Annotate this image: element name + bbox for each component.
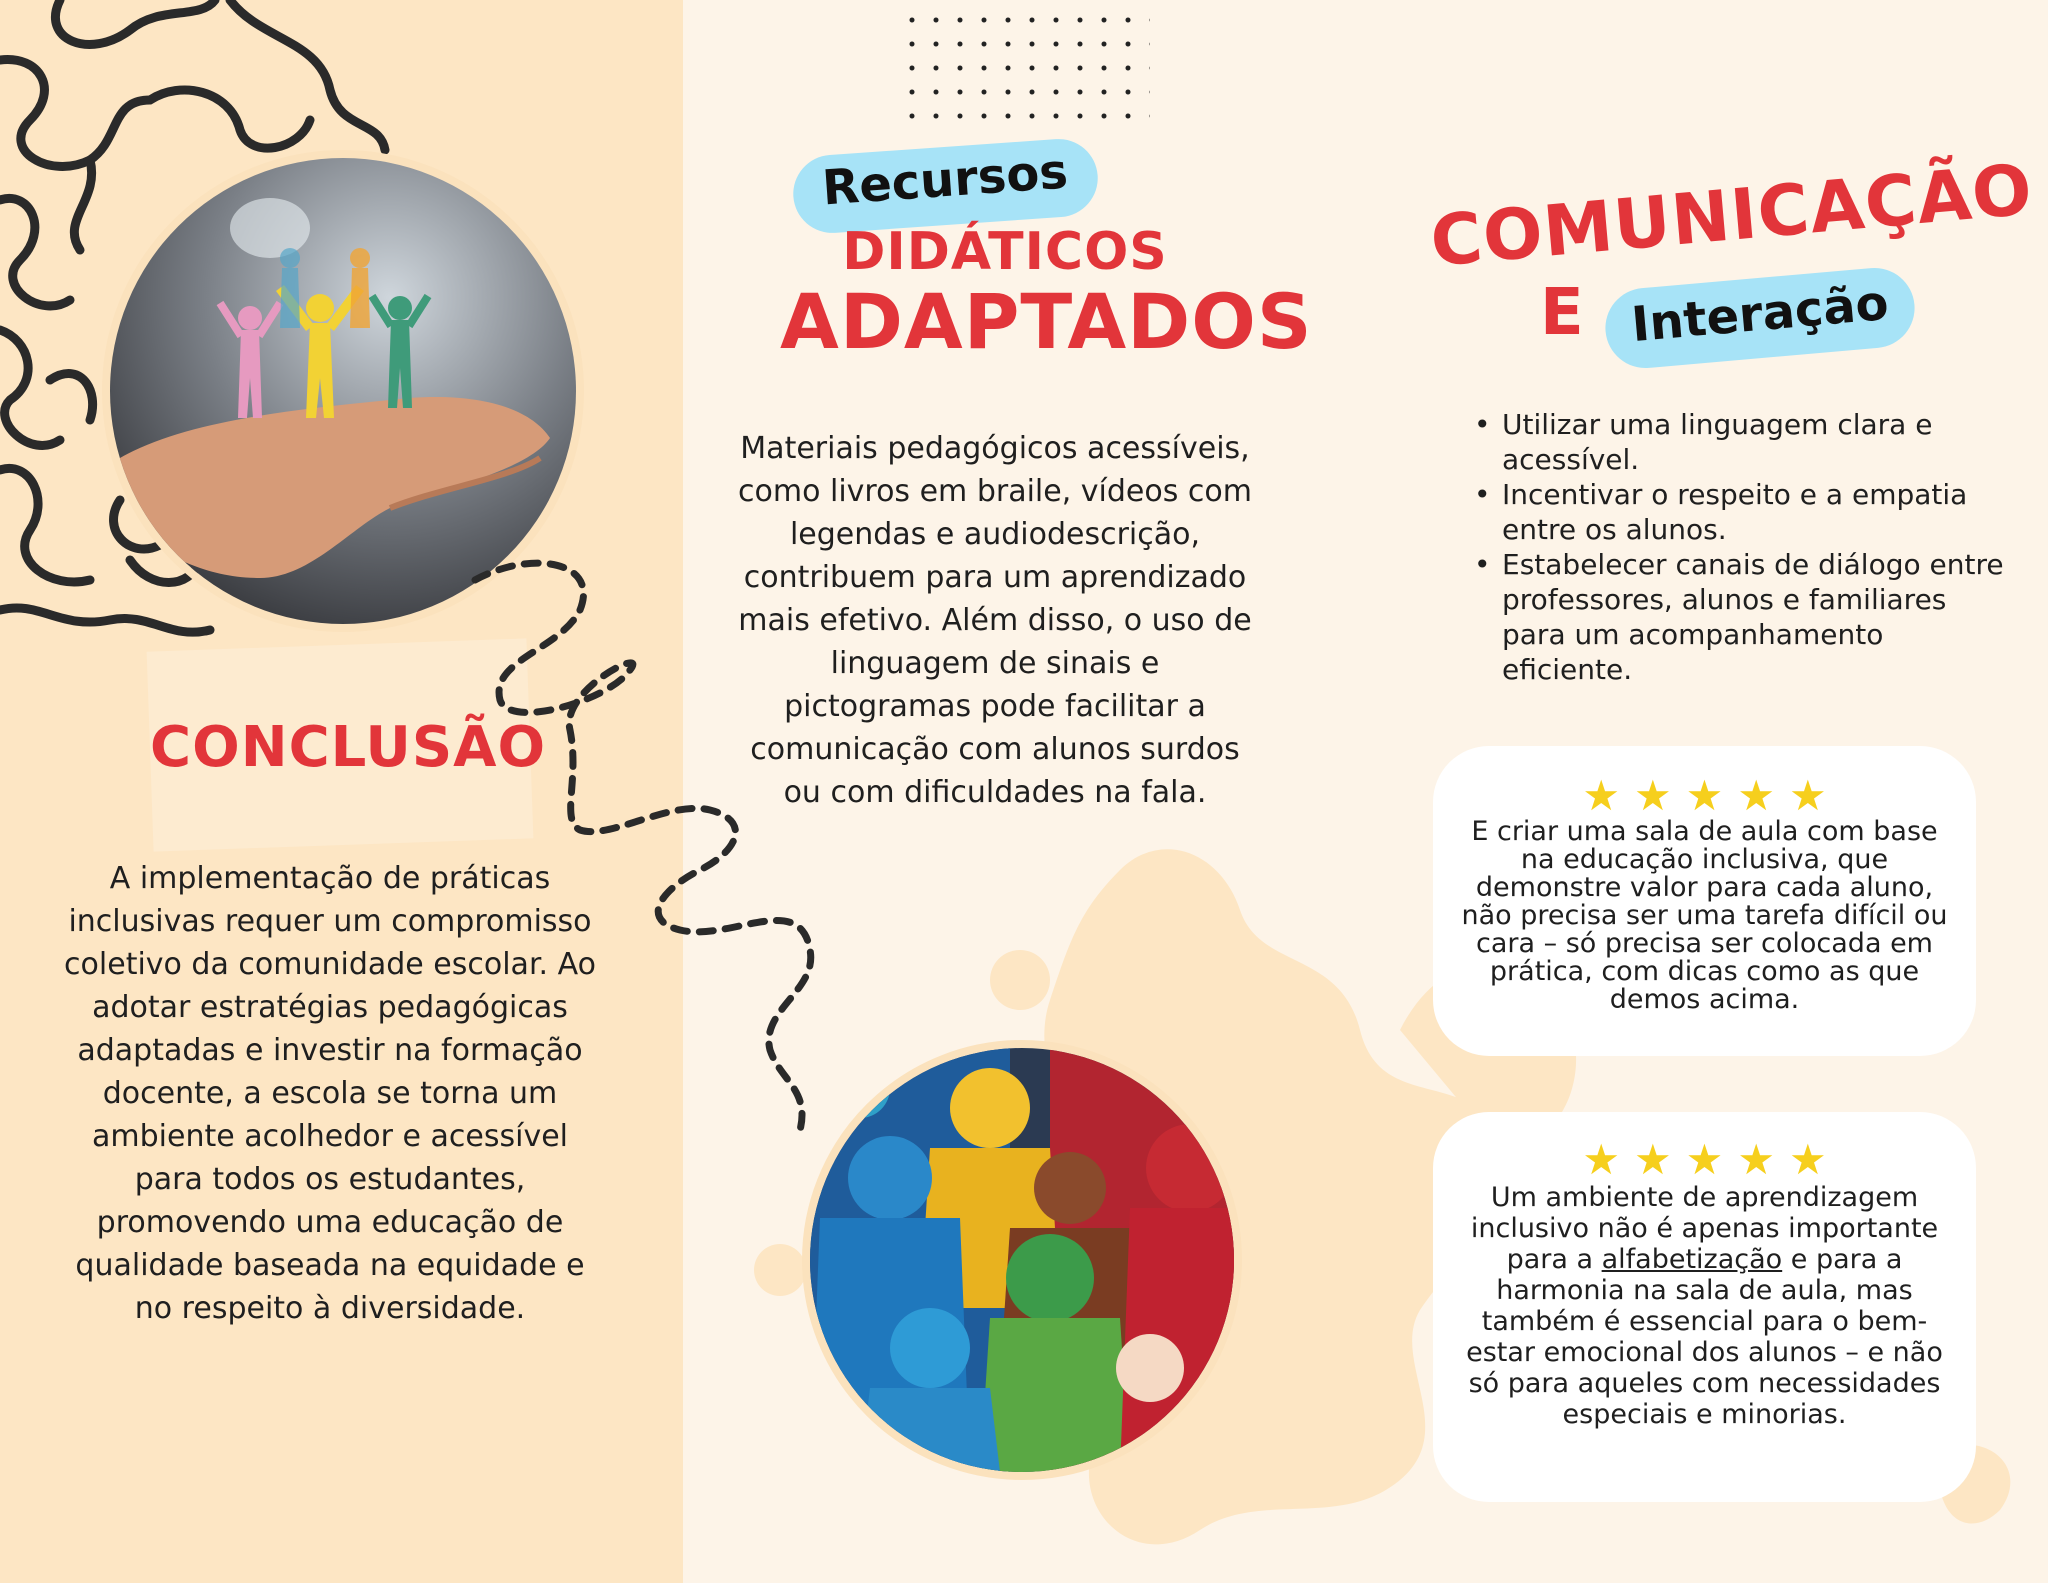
star-icon: ★ (1582, 771, 1621, 820)
star-icon: ★ (1634, 1135, 1672, 1184)
tip-card-2-text (1433, 1182, 1976, 1430)
resources-body: Materiais pedagógicos acessíveis, como livros em braile, vídeos com legendas e audiodescrição, contribuem para um aprendizado mais efetivo. Além disso, o uso de linguagem de sinais e pictogramas pode facilitar a comunicação com alunos surdos ou com dificuldades na fala. (738, 431, 1252, 810)
tip-card-2-text-start: Um ambiente de aprendizagem inclusivo não é apenas importante para a (1470, 1182, 1939, 1275)
bullet-item: • Incentivar o respeito e a empatia entre os alunos. (1468, 477, 2008, 547)
star-icon: ★ (1685, 1135, 1724, 1184)
communication-bullet-list (1468, 407, 2008, 687)
adaptados-title: ADAPTADOS (780, 277, 1313, 366)
alfabetizacao-link[interactable]: alfabetização (1601, 1244, 1783, 1275)
tip-card-1 (1433, 746, 1976, 1056)
star-icon: ★ (1788, 1135, 1827, 1184)
comunicacao-e: E (1540, 276, 1585, 350)
conclusion-title: CONCLUSÃO (150, 715, 547, 780)
comunicacao-title: COMUNICAÇÃO (1427, 148, 2036, 283)
star-icon: ★ (1634, 771, 1672, 820)
star-icon: ★ (1737, 771, 1775, 820)
star-icon: ★ (1582, 1135, 1621, 1184)
photo-wooden-figures (802, 1040, 1242, 1480)
bullet-item: • Estabelecer canais de diálogo entre professores, alunos e familiares para um acompanhamento eficiente. (1468, 547, 2008, 687)
star-rating-1 (1433, 771, 1976, 820)
tip-card-1-text: E criar uma sala de aula com base na educação inclusiva, que demonstre valor para cada aluno, não precisa ser uma tarefa difícil ou cara – só precisa ser colocada em prática, com dicas como as que demos acima. (1461, 816, 1948, 1015)
star-icon: ★ (1685, 771, 1724, 820)
bullet-item: • Utilizar uma linguagem clara e acessível. (1468, 407, 2008, 477)
conclusion-body: A implementação de práticas inclusivas requer um compromisso coletivo da comunidade escolar. Ao adotar estratégias pedagógicas adaptadas e investir na formação docente, a escola se torna um ambiente acolhedor e acessível para todos os estudantes, promovendo uma educação de qualidade baseada na equidade e no respeito à diversidade. (64, 861, 596, 1326)
tip-card-2-text-end: e para a harmonia na sala de aula, mas também é essencial para o bem-estar emocional dos alunos – e não só para aqueles com necessidades especiais e minorias. (1466, 1244, 1943, 1430)
tip-card-2 (1433, 1112, 1976, 1502)
interacao-label: Interação (1629, 274, 1891, 354)
dot-grid-decoration (900, 8, 1150, 123)
didaticos-title: DIDÁTICOS (842, 222, 1168, 282)
wooden-figures-image (810, 1048, 1234, 1472)
star-icon: ★ (1788, 771, 1827, 820)
star-rating-2 (1433, 1135, 1976, 1184)
recursos-label: Recursos (820, 143, 1070, 217)
star-icon: ★ (1737, 1135, 1775, 1184)
